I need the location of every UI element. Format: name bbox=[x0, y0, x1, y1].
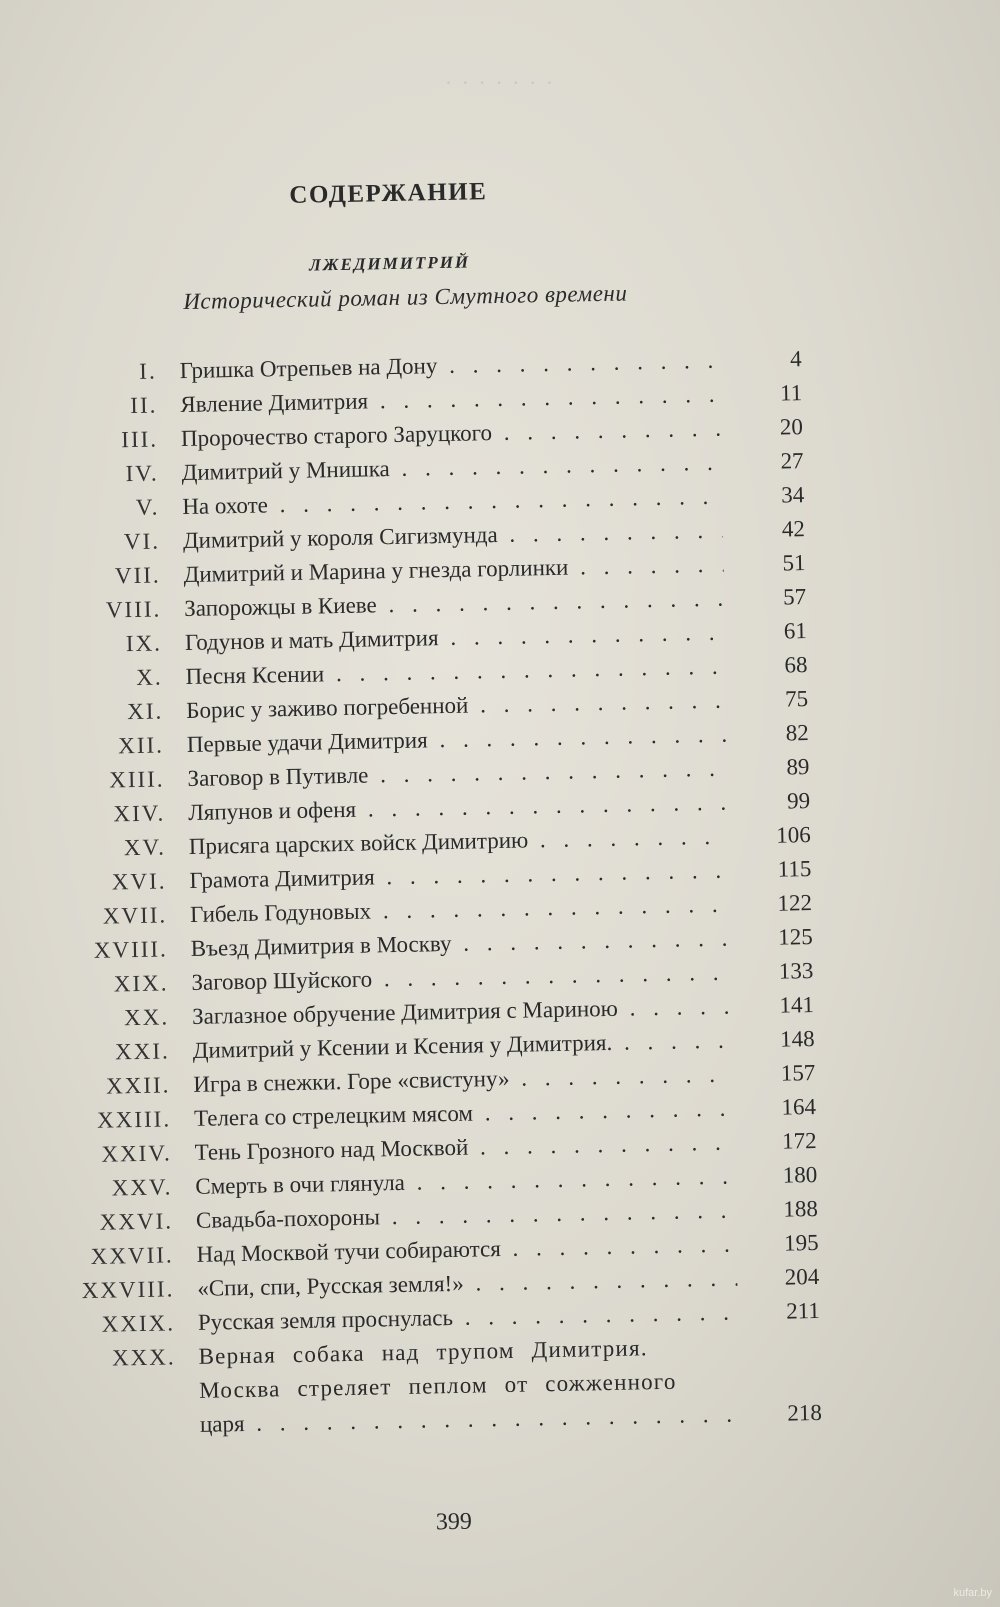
chapter-number: IX. bbox=[125, 630, 163, 657]
chapter-number: XXVIII. bbox=[81, 1276, 175, 1304]
chapter-title: Димитрий у Мнишка . . . bbox=[181, 446, 722, 490]
chapter-page: 164 bbox=[781, 1093, 817, 1120]
chapter-page: 211 bbox=[785, 1297, 821, 1324]
chapter-page: 57 bbox=[782, 584, 807, 610]
chapter-number: XXVI. bbox=[99, 1208, 174, 1235]
chapter-page: 11 bbox=[779, 380, 803, 406]
chapter-number: XXI. bbox=[114, 1038, 170, 1065]
chapter-title: Телега со стрелецким мясом . . . bbox=[194, 1092, 735, 1136]
chapter-title: Заглазное обручение Димитрия с Мариною . . . bbox=[192, 990, 733, 1034]
chapter-title: Присяга царских войск Димитрию . . . bbox=[189, 820, 730, 864]
chapter-page: 148 bbox=[779, 1026, 815, 1052]
chapter-page: 106 bbox=[775, 822, 811, 848]
chapter-page: 172 bbox=[781, 1127, 817, 1154]
chapter-number: XXV. bbox=[111, 1174, 173, 1201]
chapter-title: Заговор в Путивле . . . bbox=[187, 752, 728, 796]
chapter-page: 188 bbox=[783, 1195, 819, 1222]
chapter-page: 42 bbox=[781, 516, 806, 542]
chapter-title: Годунов и мать Димитрия . . . bbox=[185, 616, 726, 660]
chapter-title: Над Москвой тучи собираются . . . bbox=[196, 1228, 737, 1272]
chapter-page: 89 bbox=[786, 754, 810, 780]
chapter-number: XII. bbox=[117, 732, 165, 759]
chapter-page: 75 bbox=[784, 686, 809, 712]
chapter-title: Песня Ксении . . . bbox=[185, 650, 726, 694]
chapter-number: VII. bbox=[114, 562, 161, 589]
chapter-page: 99 bbox=[786, 788, 811, 814]
chapter-title: Гришка Отрепьев на Дону . . . bbox=[179, 344, 720, 388]
chapter-number: XXX. bbox=[111, 1344, 176, 1371]
chapter-title: Русская земля проснулась . . . bbox=[198, 1296, 739, 1340]
chapter-title: Смерть в очи глянула . . . bbox=[195, 1160, 736, 1204]
page-number: 399 bbox=[435, 1508, 473, 1536]
chapter-page: 61 bbox=[783, 618, 808, 644]
chapter-number: XVII. bbox=[102, 902, 168, 929]
chapter-page: 218 bbox=[787, 1399, 823, 1426]
chapter-title: Заговор Шуйского . . . bbox=[191, 956, 732, 1000]
chapter-title: Димитрий и Марина у гнезда горлинки . . . bbox=[183, 548, 724, 592]
chapter-page: 20 bbox=[779, 414, 804, 440]
chapter-title: Запорожцы в Киеве . . . bbox=[184, 582, 725, 626]
chapter-number: XVI. bbox=[111, 868, 167, 895]
bleed-through-text: · · · · · · · bbox=[444, 70, 556, 95]
chapter-number: XX. bbox=[123, 1004, 170, 1031]
chapter-page: 34 bbox=[780, 482, 805, 508]
chapter-number: XXIV. bbox=[101, 1140, 172, 1167]
chapter-page: 125 bbox=[777, 924, 813, 950]
chapter-title: Ляпунов и офеня . . . bbox=[188, 786, 729, 830]
chapter-title: Грамота Димитрия . . . bbox=[189, 854, 730, 898]
chapter-page: 141 bbox=[779, 992, 815, 1018]
chapter-title: Пророчество старого Заруцкого . . . bbox=[181, 412, 722, 456]
chapter-number: XIX. bbox=[113, 970, 169, 997]
chapter-number: I. bbox=[139, 358, 157, 384]
chapter-title: Свадьба-похороны . . . bbox=[196, 1194, 737, 1238]
chapter-page: 68 bbox=[784, 652, 808, 678]
chapter-number: XXVII. bbox=[90, 1242, 174, 1269]
chapter-number: V. bbox=[135, 494, 160, 520]
chapter-title-line-3: царя . . . bbox=[200, 1398, 741, 1442]
chapter-title: На охоте . . . bbox=[182, 480, 723, 524]
chapter-title-line-2: Москва стреляет пеплом от сожженного bbox=[199, 1368, 677, 1403]
chapter-page: 180 bbox=[782, 1161, 818, 1188]
chapter-title: «Спи, спи, Русская земля!» . . . bbox=[197, 1262, 738, 1306]
book-subtitle: Исторический роман из Смутного времени bbox=[183, 280, 628, 314]
chapter-page: 115 bbox=[777, 856, 812, 882]
table-of-contents bbox=[51, 342, 832, 1444]
chapter-number: XV. bbox=[123, 834, 167, 861]
chapter-title: Игра в снежки. Горе «свистуну» . . . bbox=[193, 1058, 734, 1102]
chapter-page: 4 bbox=[789, 346, 802, 372]
book-title: ЛЖЕДИМИТРИЙ bbox=[309, 252, 471, 275]
chapter-page: 27 bbox=[780, 448, 804, 474]
contents-heading: СОДЕРЖАНИЕ bbox=[289, 178, 488, 209]
chapter-page: 195 bbox=[783, 1229, 819, 1256]
chapter-page: 51 bbox=[782, 550, 806, 576]
chapter-number: XIV. bbox=[113, 800, 166, 827]
chapter-page: 204 bbox=[784, 1263, 820, 1290]
chapter-number: III. bbox=[121, 426, 159, 453]
chapter-title: Димитрий у короля Сигизмунда . . . bbox=[183, 514, 724, 558]
chapter-title: Тень Грозного над Москвой . . . bbox=[194, 1126, 735, 1170]
chapter-number: X. bbox=[135, 664, 163, 690]
watermark: kufar.by bbox=[953, 1587, 992, 1599]
chapter-title: Явление Димитрия . . . bbox=[180, 378, 721, 422]
toc-entry-last bbox=[70, 1328, 832, 1445]
chapter-title: Въезд Димитрия в Москву . . . bbox=[190, 922, 731, 966]
chapter-number: XVIII. bbox=[93, 936, 169, 963]
chapter-number: XI. bbox=[126, 698, 164, 725]
chapter-number: VI. bbox=[123, 528, 161, 555]
chapter-number: II. bbox=[130, 392, 158, 419]
chapter-title: Первые удачи Димитрия . . . bbox=[187, 718, 728, 762]
chapter-page: 122 bbox=[777, 890, 813, 916]
chapter-title-line-1: Верная собака над трупом Димитрия. bbox=[198, 1335, 648, 1369]
chapter-number: XXIX. bbox=[101, 1310, 176, 1337]
chapter-number: XXIII. bbox=[96, 1106, 172, 1133]
chapter-title: Гибель Годуновых . . . bbox=[190, 888, 731, 932]
chapter-number: XXII. bbox=[105, 1072, 171, 1099]
chapter-number: VIII. bbox=[105, 596, 162, 623]
chapter-number: XIII. bbox=[108, 766, 165, 793]
chapter-title: Димитрий у Ксении и Ксения у Димитрия. . . . bbox=[192, 1024, 733, 1068]
chapter-title: Борис у заживо погребенной . . . bbox=[186, 684, 727, 728]
chapter-page: 82 bbox=[785, 720, 810, 746]
chapter-page: 157 bbox=[780, 1059, 816, 1086]
chapter-number: IV. bbox=[125, 460, 159, 487]
chapter-page: 133 bbox=[778, 958, 814, 984]
